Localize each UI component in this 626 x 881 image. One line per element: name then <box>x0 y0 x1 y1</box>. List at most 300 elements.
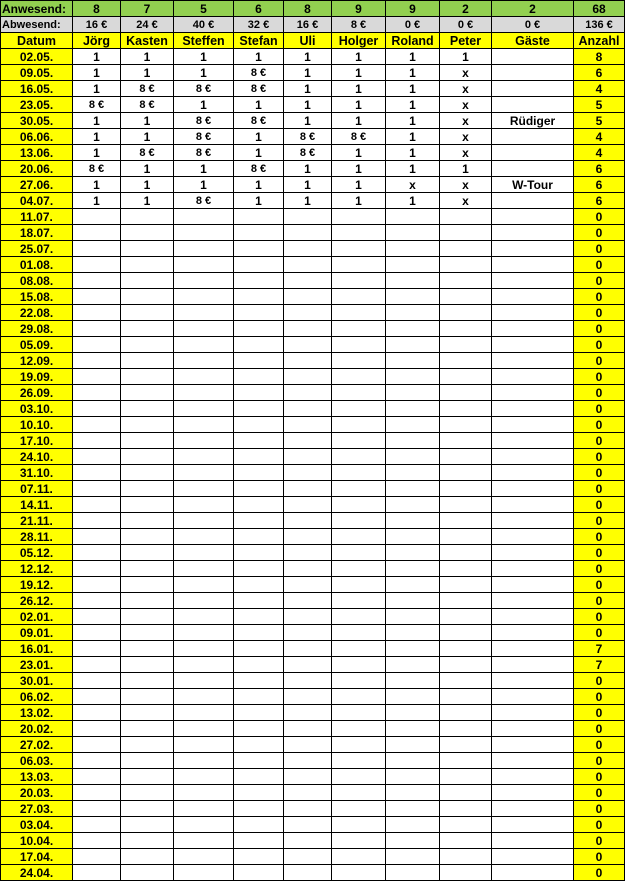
header-steffen[interactable]: Steffen <box>174 33 234 49</box>
holger-cell[interactable] <box>332 721 386 737</box>
uli-cell[interactable] <box>284 273 332 289</box>
date-cell[interactable]: 14.11. <box>1 497 73 513</box>
steffen-cell[interactable] <box>174 625 234 641</box>
steffen-cell[interactable] <box>174 305 234 321</box>
stefan-cell[interactable]: 8 € <box>234 65 284 81</box>
joerg-cell[interactable] <box>73 385 121 401</box>
uli-cell[interactable] <box>284 481 332 497</box>
uli-cell[interactable] <box>284 593 332 609</box>
roland-cell[interactable] <box>386 337 440 353</box>
kasten-cell[interactable] <box>121 721 174 737</box>
count-cell[interactable]: 0 <box>574 673 625 689</box>
kasten-cell[interactable] <box>121 545 174 561</box>
roland-cell[interactable] <box>386 401 440 417</box>
kasten-cell[interactable]: 8 € <box>121 81 174 97</box>
stefan-cell[interactable] <box>234 401 284 417</box>
stefan-cell[interactable] <box>234 705 284 721</box>
date-cell[interactable]: 18.07. <box>1 225 73 241</box>
joerg-cell[interactable]: 1 <box>73 177 121 193</box>
count-cell[interactable]: 0 <box>574 497 625 513</box>
stefan-cell[interactable]: 1 <box>234 193 284 209</box>
holger-cell[interactable] <box>332 545 386 561</box>
uli-cell[interactable] <box>284 241 332 257</box>
roland-cell[interactable] <box>386 353 440 369</box>
count-cell[interactable]: 0 <box>574 273 625 289</box>
uli-cell[interactable] <box>284 577 332 593</box>
peter-cell[interactable] <box>440 209 492 225</box>
count-cell[interactable]: 7 <box>574 641 625 657</box>
peter-cell[interactable] <box>440 705 492 721</box>
uli-cell[interactable]: 1 <box>284 65 332 81</box>
peter-cell[interactable] <box>440 225 492 241</box>
gaeste-cell[interactable] <box>492 497 574 513</box>
count-cell[interactable]: 0 <box>574 481 625 497</box>
date-cell[interactable]: 13.03. <box>1 769 73 785</box>
joerg-cell[interactable] <box>73 481 121 497</box>
uli-cell[interactable]: 1 <box>284 177 332 193</box>
date-cell[interactable]: 23.05. <box>1 97 73 113</box>
gaeste-cell[interactable] <box>492 81 574 97</box>
joerg-cell[interactable] <box>73 225 121 241</box>
gaeste-cell[interactable] <box>492 289 574 305</box>
peter-cell[interactable]: x <box>440 177 492 193</box>
stefan-cell[interactable] <box>234 641 284 657</box>
kasten-cell[interactable] <box>121 337 174 353</box>
peter-cell[interactable]: 1 <box>440 161 492 177</box>
date-cell[interactable]: 23.01. <box>1 657 73 673</box>
count-cell[interactable]: 5 <box>574 97 625 113</box>
uli-cell[interactable] <box>284 305 332 321</box>
holger-cell[interactable]: 1 <box>332 177 386 193</box>
peter-cell[interactable] <box>440 609 492 625</box>
count-cell[interactable]: 0 <box>574 417 625 433</box>
joerg-cell[interactable] <box>73 577 121 593</box>
uli-cell[interactable] <box>284 689 332 705</box>
gaeste-cell[interactable] <box>492 737 574 753</box>
roland-cell[interactable] <box>386 785 440 801</box>
stefan-cell[interactable] <box>234 737 284 753</box>
steffen-cell[interactable] <box>174 769 234 785</box>
holger-cell[interactable] <box>332 241 386 257</box>
count-cell[interactable]: 0 <box>574 385 625 401</box>
holger-cell[interactable] <box>332 769 386 785</box>
stefan-cell[interactable] <box>234 801 284 817</box>
stefan-cell[interactable]: 1 <box>234 49 284 65</box>
count-cell[interactable]: 0 <box>574 577 625 593</box>
peter-cell[interactable] <box>440 689 492 705</box>
stefan-cell[interactable] <box>234 497 284 513</box>
gaeste-cell[interactable] <box>492 305 574 321</box>
holger-cell[interactable] <box>332 753 386 769</box>
kasten-cell[interactable]: 8 € <box>121 145 174 161</box>
count-cell[interactable]: 0 <box>574 561 625 577</box>
joerg-cell[interactable] <box>73 273 121 289</box>
joerg-cell[interactable] <box>73 465 121 481</box>
date-cell[interactable]: 26.12. <box>1 593 73 609</box>
gaeste-cell[interactable]: Rüdiger <box>492 113 574 129</box>
roland-cell[interactable] <box>386 417 440 433</box>
kasten-cell[interactable] <box>121 289 174 305</box>
stefan-cell[interactable] <box>234 209 284 225</box>
kasten-cell[interactable] <box>121 449 174 465</box>
joerg-cell[interactable] <box>73 641 121 657</box>
anwesend-steffen[interactable]: 5 <box>174 1 234 17</box>
gaeste-cell[interactable] <box>492 273 574 289</box>
steffen-cell[interactable]: 8 € <box>174 113 234 129</box>
date-cell[interactable]: 16.05. <box>1 81 73 97</box>
date-cell[interactable]: 03.10. <box>1 401 73 417</box>
stefan-cell[interactable] <box>234 561 284 577</box>
joerg-cell[interactable] <box>73 817 121 833</box>
stefan-cell[interactable] <box>234 273 284 289</box>
anwesend-kasten[interactable]: 7 <box>121 1 174 17</box>
header-roland[interactable]: Roland <box>386 33 440 49</box>
holger-cell[interactable] <box>332 705 386 721</box>
steffen-cell[interactable]: 8 € <box>174 193 234 209</box>
joerg-cell[interactable] <box>73 673 121 689</box>
date-cell[interactable]: 05.12. <box>1 545 73 561</box>
gaeste-cell[interactable] <box>492 865 574 881</box>
gaeste-cell[interactable] <box>492 225 574 241</box>
holger-cell[interactable]: 1 <box>332 65 386 81</box>
roland-cell[interactable] <box>386 209 440 225</box>
uli-cell[interactable] <box>284 417 332 433</box>
holger-cell[interactable] <box>332 369 386 385</box>
holger-cell[interactable]: 1 <box>332 161 386 177</box>
holger-cell[interactable] <box>332 417 386 433</box>
holger-cell[interactable]: 1 <box>332 145 386 161</box>
holger-cell[interactable] <box>332 641 386 657</box>
peter-cell[interactable] <box>440 577 492 593</box>
peter-cell[interactable]: x <box>440 145 492 161</box>
stefan-cell[interactable] <box>234 449 284 465</box>
peter-cell[interactable] <box>440 337 492 353</box>
count-cell[interactable]: 0 <box>574 433 625 449</box>
peter-cell[interactable] <box>440 433 492 449</box>
count-cell[interactable]: 4 <box>574 129 625 145</box>
uli-cell[interactable] <box>284 721 332 737</box>
uli-cell[interactable] <box>284 433 332 449</box>
holger-cell[interactable] <box>332 833 386 849</box>
steffen-cell[interactable]: 8 € <box>174 129 234 145</box>
roland-cell[interactable]: 1 <box>386 129 440 145</box>
holger-cell[interactable] <box>332 673 386 689</box>
gaeste-cell[interactable] <box>492 145 574 161</box>
uli-cell[interactable] <box>284 641 332 657</box>
uli-cell[interactable] <box>284 785 332 801</box>
holger-cell[interactable]: 1 <box>332 113 386 129</box>
roland-cell[interactable] <box>386 705 440 721</box>
peter-cell[interactable]: x <box>440 97 492 113</box>
steffen-cell[interactable]: 1 <box>174 161 234 177</box>
date-cell[interactable]: 09.01. <box>1 625 73 641</box>
steffen-cell[interactable] <box>174 433 234 449</box>
steffen-cell[interactable] <box>174 593 234 609</box>
date-cell[interactable]: 12.12. <box>1 561 73 577</box>
anwesend-peter[interactable]: 2 <box>440 1 492 17</box>
count-cell[interactable]: 0 <box>574 609 625 625</box>
peter-cell[interactable] <box>440 449 492 465</box>
kasten-cell[interactable] <box>121 625 174 641</box>
uli-cell[interactable] <box>284 289 332 305</box>
roland-cell[interactable] <box>386 689 440 705</box>
roland-cell[interactable] <box>386 321 440 337</box>
stefan-cell[interactable]: 8 € <box>234 81 284 97</box>
uli-cell[interactable] <box>284 497 332 513</box>
roland-cell[interactable] <box>386 529 440 545</box>
kasten-cell[interactable] <box>121 561 174 577</box>
joerg-cell[interactable] <box>73 545 121 561</box>
date-cell[interactable]: 21.11. <box>1 513 73 529</box>
roland-cell[interactable] <box>386 577 440 593</box>
joerg-cell[interactable] <box>73 753 121 769</box>
roland-cell[interactable]: x <box>386 177 440 193</box>
anwesend-gaeste[interactable]: 2 <box>492 1 574 17</box>
steffen-cell[interactable] <box>174 577 234 593</box>
gaeste-cell[interactable] <box>492 385 574 401</box>
anwesend-joerg[interactable]: 8 <box>73 1 121 17</box>
holger-cell[interactable] <box>332 849 386 865</box>
roland-cell[interactable] <box>386 497 440 513</box>
roland-cell[interactable] <box>386 625 440 641</box>
gaeste-cell[interactable] <box>492 337 574 353</box>
kasten-cell[interactable] <box>121 353 174 369</box>
uli-cell[interactable] <box>284 801 332 817</box>
roland-cell[interactable] <box>386 801 440 817</box>
roland-cell[interactable] <box>386 305 440 321</box>
gaeste-cell[interactable] <box>492 753 574 769</box>
holger-cell[interactable] <box>332 209 386 225</box>
kasten-cell[interactable] <box>121 513 174 529</box>
peter-cell[interactable] <box>440 369 492 385</box>
joerg-cell[interactable] <box>73 689 121 705</box>
date-cell[interactable]: 19.12. <box>1 577 73 593</box>
uli-cell[interactable] <box>284 673 332 689</box>
stefan-cell[interactable] <box>234 353 284 369</box>
count-cell[interactable]: 0 <box>574 337 625 353</box>
kasten-cell[interactable]: 1 <box>121 49 174 65</box>
stefan-cell[interactable] <box>234 417 284 433</box>
steffen-cell[interactable] <box>174 865 234 881</box>
stefan-cell[interactable] <box>234 625 284 641</box>
count-cell[interactable]: 0 <box>574 689 625 705</box>
kasten-cell[interactable] <box>121 241 174 257</box>
steffen-cell[interactable] <box>174 241 234 257</box>
steffen-cell[interactable] <box>174 753 234 769</box>
gaeste-cell[interactable] <box>492 97 574 113</box>
joerg-cell[interactable] <box>73 801 121 817</box>
stefan-cell[interactable] <box>234 529 284 545</box>
joerg-cell[interactable]: 1 <box>73 129 121 145</box>
uli-cell[interactable]: 1 <box>284 81 332 97</box>
uli-cell[interactable] <box>284 817 332 833</box>
gaeste-cell[interactable] <box>492 545 574 561</box>
joerg-cell[interactable] <box>73 449 121 465</box>
roland-cell[interactable] <box>386 769 440 785</box>
stefan-cell[interactable] <box>234 289 284 305</box>
roland-cell[interactable]: 1 <box>386 81 440 97</box>
stefan-cell[interactable] <box>234 753 284 769</box>
gaeste-cell[interactable] <box>492 817 574 833</box>
stefan-cell[interactable] <box>234 369 284 385</box>
gaeste-cell[interactable] <box>492 433 574 449</box>
joerg-cell[interactable] <box>73 609 121 625</box>
kasten-cell[interactable]: 1 <box>121 113 174 129</box>
kasten-cell[interactable] <box>121 705 174 721</box>
joerg-cell[interactable] <box>73 497 121 513</box>
count-cell[interactable]: 0 <box>574 625 625 641</box>
gaeste-cell[interactable] <box>492 369 574 385</box>
steffen-cell[interactable] <box>174 705 234 721</box>
joerg-cell[interactable] <box>73 209 121 225</box>
steffen-cell[interactable] <box>174 321 234 337</box>
date-cell[interactable]: 04.07. <box>1 193 73 209</box>
uli-cell[interactable] <box>284 753 332 769</box>
roland-cell[interactable] <box>386 833 440 849</box>
holger-cell[interactable] <box>332 433 386 449</box>
holger-cell[interactable] <box>332 289 386 305</box>
peter-cell[interactable] <box>440 513 492 529</box>
peter-cell[interactable] <box>440 257 492 273</box>
date-cell[interactable]: 10.04. <box>1 833 73 849</box>
joerg-cell[interactable]: 8 € <box>73 161 121 177</box>
gaeste-cell[interactable] <box>492 241 574 257</box>
uli-cell[interactable] <box>284 625 332 641</box>
steffen-cell[interactable] <box>174 257 234 273</box>
holger-cell[interactable] <box>332 657 386 673</box>
steffen-cell[interactable] <box>174 721 234 737</box>
kasten-cell[interactable] <box>121 273 174 289</box>
holger-cell[interactable]: 8 € <box>332 129 386 145</box>
stefan-cell[interactable] <box>234 241 284 257</box>
joerg-cell[interactable]: 1 <box>73 193 121 209</box>
date-cell[interactable]: 09.05. <box>1 65 73 81</box>
steffen-cell[interactable] <box>174 689 234 705</box>
joerg-cell[interactable] <box>73 321 121 337</box>
peter-cell[interactable]: x <box>440 81 492 97</box>
roland-cell[interactable] <box>386 657 440 673</box>
holger-cell[interactable] <box>332 321 386 337</box>
joerg-cell[interactable] <box>73 401 121 417</box>
kasten-cell[interactable] <box>121 321 174 337</box>
date-cell[interactable]: 12.09. <box>1 353 73 369</box>
date-cell[interactable]: 31.10. <box>1 465 73 481</box>
header-kasten[interactable]: Kasten <box>121 33 174 49</box>
roland-cell[interactable] <box>386 737 440 753</box>
count-cell[interactable]: 0 <box>574 849 625 865</box>
kasten-cell[interactable] <box>121 673 174 689</box>
roland-cell[interactable]: 1 <box>386 65 440 81</box>
stefan-cell[interactable] <box>234 769 284 785</box>
joerg-cell[interactable] <box>73 305 121 321</box>
steffen-cell[interactable] <box>174 449 234 465</box>
roland-cell[interactable]: 1 <box>386 113 440 129</box>
stefan-cell[interactable] <box>234 849 284 865</box>
peter-cell[interactable] <box>440 785 492 801</box>
gaeste-cell[interactable] <box>492 65 574 81</box>
peter-cell[interactable] <box>440 769 492 785</box>
roland-cell[interactable] <box>386 513 440 529</box>
holger-cell[interactable] <box>332 625 386 641</box>
stefan-cell[interactable] <box>234 481 284 497</box>
date-cell[interactable]: 25.07. <box>1 241 73 257</box>
uli-cell[interactable] <box>284 385 332 401</box>
peter-cell[interactable] <box>440 481 492 497</box>
holger-cell[interactable] <box>332 689 386 705</box>
uli-cell[interactable] <box>284 609 332 625</box>
joerg-cell[interactable]: 1 <box>73 65 121 81</box>
stefan-cell[interactable] <box>234 785 284 801</box>
gaeste-cell[interactable] <box>492 561 574 577</box>
date-cell[interactable]: 19.09. <box>1 369 73 385</box>
date-cell[interactable]: 16.01. <box>1 641 73 657</box>
gaeste-cell[interactable] <box>492 705 574 721</box>
peter-cell[interactable] <box>440 849 492 865</box>
count-cell[interactable]: 0 <box>574 721 625 737</box>
count-cell[interactable]: 0 <box>574 817 625 833</box>
roland-cell[interactable] <box>386 593 440 609</box>
roland-cell[interactable] <box>386 273 440 289</box>
uli-cell[interactable] <box>284 369 332 385</box>
date-cell[interactable]: 27.02. <box>1 737 73 753</box>
date-cell[interactable]: 26.09. <box>1 385 73 401</box>
gaeste-cell[interactable] <box>492 449 574 465</box>
roland-cell[interactable] <box>386 817 440 833</box>
count-cell[interactable]: 0 <box>574 769 625 785</box>
roland-cell[interactable] <box>386 753 440 769</box>
steffen-cell[interactable]: 8 € <box>174 81 234 97</box>
peter-cell[interactable] <box>440 657 492 673</box>
date-cell[interactable]: 30.01. <box>1 673 73 689</box>
peter-cell[interactable] <box>440 593 492 609</box>
steffen-cell[interactable] <box>174 817 234 833</box>
stefan-cell[interactable] <box>234 321 284 337</box>
holger-cell[interactable] <box>332 801 386 817</box>
stefan-cell[interactable] <box>234 673 284 689</box>
holger-cell[interactable] <box>332 449 386 465</box>
gaeste-cell[interactable] <box>492 193 574 209</box>
count-cell[interactable]: 5 <box>574 113 625 129</box>
kasten-cell[interactable] <box>121 305 174 321</box>
peter-cell[interactable]: 1 <box>440 49 492 65</box>
peter-cell[interactable] <box>440 625 492 641</box>
roland-cell[interactable] <box>386 257 440 273</box>
holger-cell[interactable]: 1 <box>332 81 386 97</box>
anwesend-roland[interactable]: 9 <box>386 1 440 17</box>
count-cell[interactable]: 0 <box>574 753 625 769</box>
uli-cell[interactable] <box>284 465 332 481</box>
holger-cell[interactable] <box>332 401 386 417</box>
peter-cell[interactable] <box>440 465 492 481</box>
gaeste-cell[interactable] <box>492 257 574 273</box>
count-cell[interactable]: 0 <box>574 737 625 753</box>
kasten-cell[interactable] <box>121 817 174 833</box>
abwesend-roland[interactable]: 0 € <box>386 17 440 33</box>
kasten-cell[interactable] <box>121 753 174 769</box>
count-cell[interactable]: 0 <box>574 545 625 561</box>
roland-cell[interactable] <box>386 849 440 865</box>
peter-cell[interactable] <box>440 305 492 321</box>
count-cell[interactable]: 0 <box>574 289 625 305</box>
date-cell[interactable]: 03.04. <box>1 817 73 833</box>
date-cell[interactable]: 27.06. <box>1 177 73 193</box>
roland-cell[interactable] <box>386 449 440 465</box>
roland-cell[interactable] <box>386 545 440 561</box>
count-cell[interactable]: 0 <box>574 785 625 801</box>
count-cell[interactable]: 0 <box>574 529 625 545</box>
steffen-cell[interactable] <box>174 465 234 481</box>
abwesend-stefan[interactable]: 32 € <box>234 17 284 33</box>
